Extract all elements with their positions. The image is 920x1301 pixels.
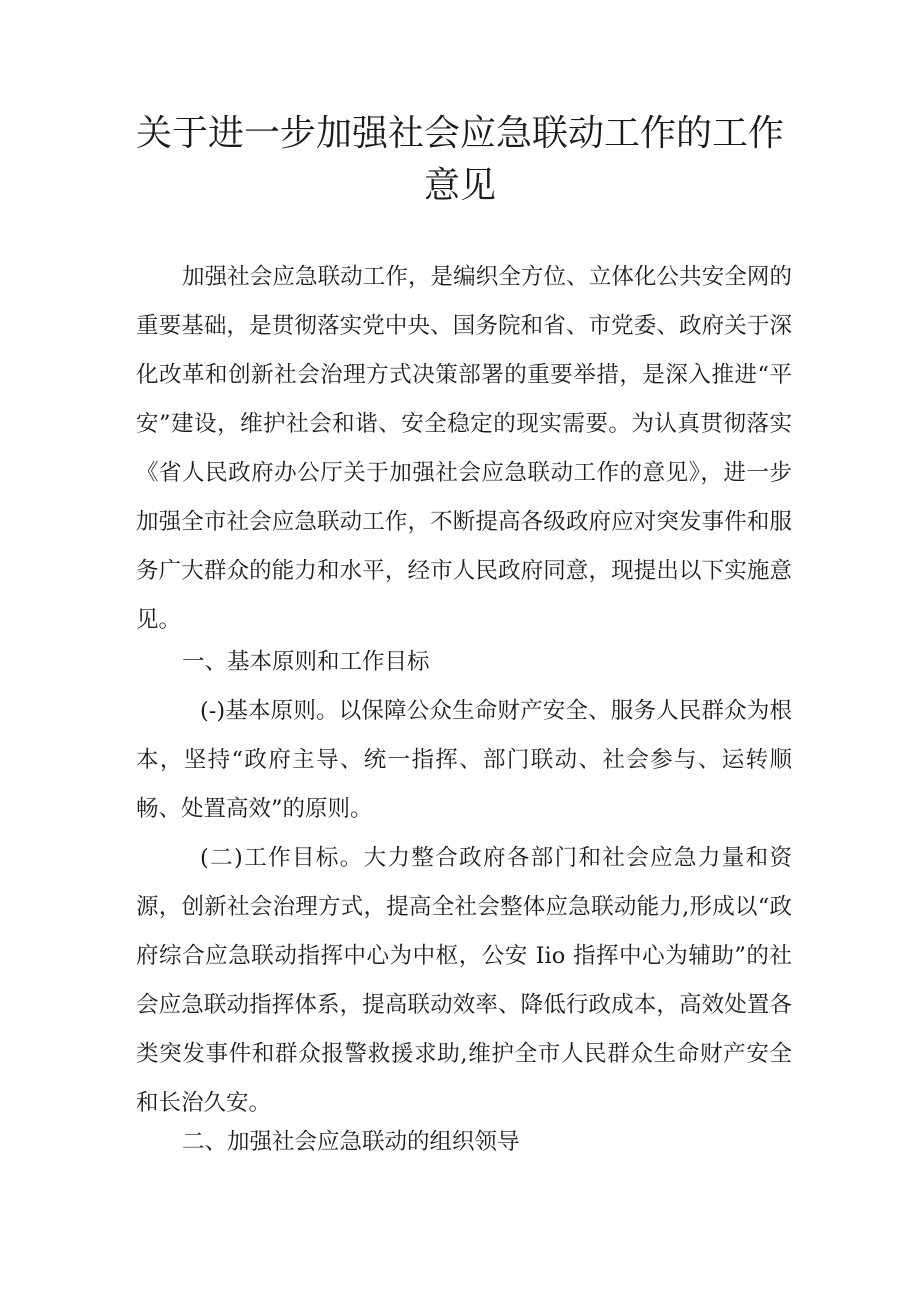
document-title: 关于进一步加强社会应急联动工作的工作意见	[135, 113, 784, 206]
goal-paragraph: (二)工作目标。大力整合政府各部门和社会应急力量和资源，创新社会治理方式，提高全社会整体应急联动能力,形成以“政府综合应急联动指挥中心为中枢，公安 Iio 指挥中心为辅助”的社会应急联动指挥体系，提高联动效率、降低行政成本，高效处置各类突发事件和群众报警救援求助,维护全市人民群众生命财产安全和长治久安。	[136, 845, 792, 1116]
intro-paragraph: 加强社会应急联动工作，是编织全方位、立体化公共安全网的重要基础，是贯彻落实党中央、国务院和省、市党委、政府关于深化改革和创新社会治理方式决策部署的重要举措，是深入推进“平安”建设，维护社会和谐、安全稳定的现实需要。为认真贯彻落实《省人民政府办公厅关于加强社会应急联动工作的意见》，进一步加强全市社会应急联动工作，不断提高各级政府应对突发事件和服务广大群众的能力和水平，经市人民政府同意，现提出以下实施意见。	[136, 264, 792, 633]
principle-paragraph: (-)基本原则。以保障公众生命财产安全、服务人民群众为根本，坚持“政府主导、统一指挥、部门联动、社会参与、运转顺畅、处置高效”的原则。	[136, 698, 792, 822]
section-heading-1: 一、基本原则和工作目标	[182, 649, 430, 675]
section-heading-2: 二、加强社会应急联动的组织领导	[182, 1129, 520, 1155]
